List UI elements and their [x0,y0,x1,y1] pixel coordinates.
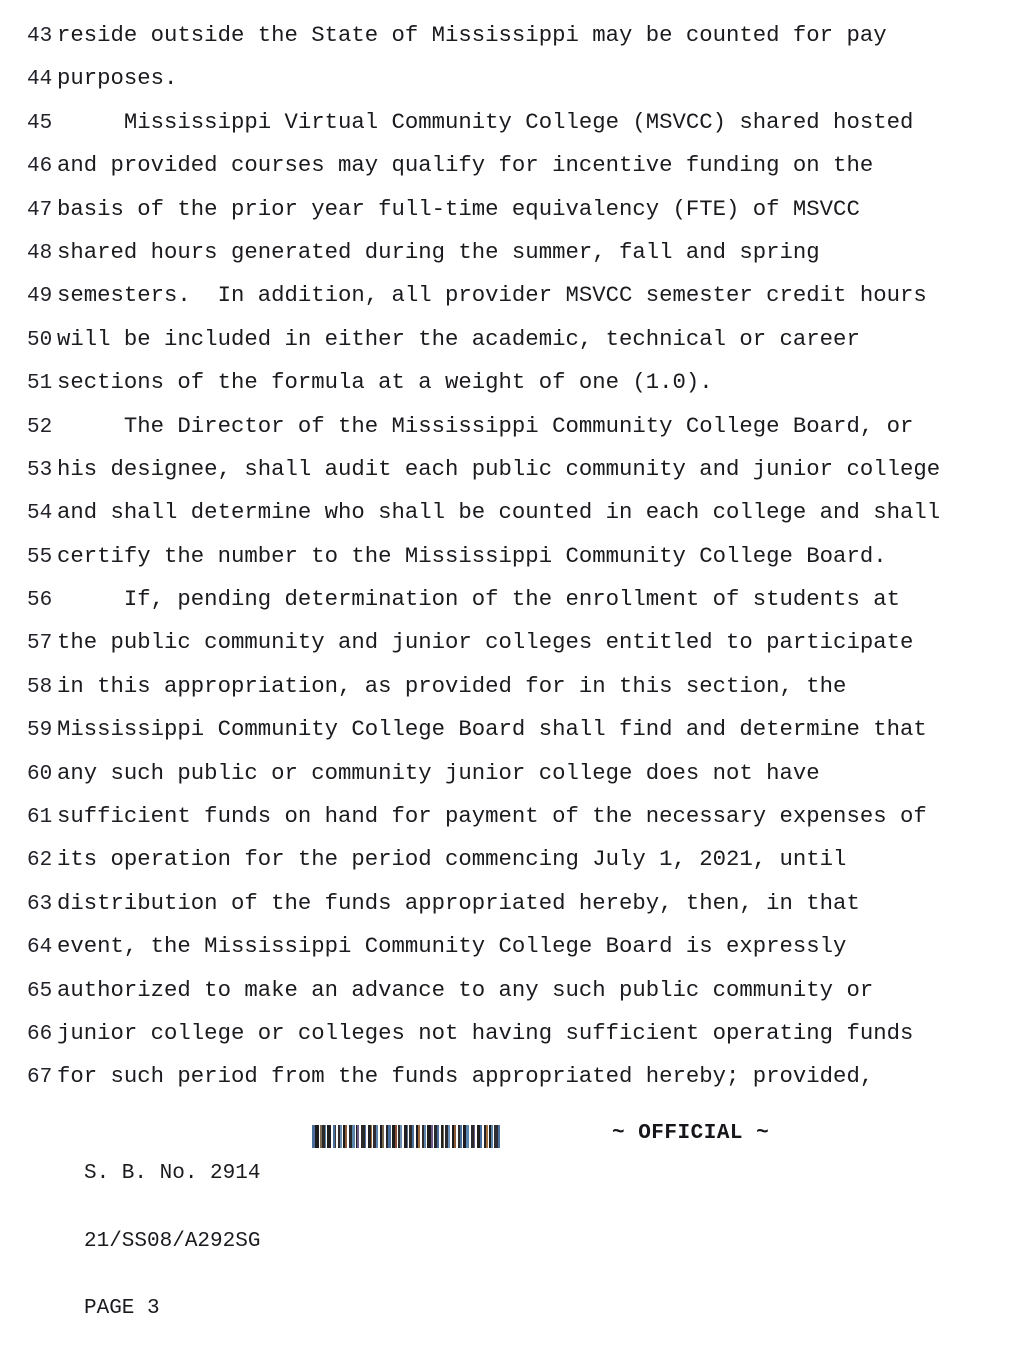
document-line [0,708,1019,751]
document-line [0,795,1019,838]
document-line [0,882,1019,925]
line-content: its operation for the period commencing July 1, 2021, until [57,846,847,873]
line-content: sufficient funds on hand for payment of the necessary expenses of [57,803,927,830]
line-number: 53 [27,458,53,482]
line-content: the public community and junior colleges entitled to participate [57,629,914,656]
document-line [0,665,1019,708]
line-number: 50 [27,328,53,352]
line-content: reside outside the State of Mississippi may be counted for pay [57,22,887,48]
line-number: 64 [27,936,53,960]
line-number: 43 [27,25,53,48]
document-line [0,491,1019,534]
line-content: any such public or community junior college does not have [57,759,820,786]
document-line [0,925,1019,968]
line-number: 47 [27,198,53,222]
document-line [0,1055,1019,1098]
line-content: sections of the formula at a weight of one (1.0). [57,369,713,396]
line-content: authorized to make an advance to any such public community or [57,976,874,1003]
line-number: 44 [27,68,53,92]
line-content: semesters. In addition, all provider MSVCC semester credit hours [57,282,927,309]
document-line [0,318,1019,361]
document-line [0,1012,1019,1055]
line-number: 58 [27,675,53,699]
line-number: 52 [27,415,53,439]
line-number: 48 [27,241,53,265]
bill-number: S. B. No. 2914 [84,1162,261,1185]
line-number: 59 [27,719,53,743]
line-content: will be included in either the academic, technical or career [57,325,860,352]
footer-identifiers [84,1118,260,1366]
line-number: 51 [27,372,53,396]
line-content: basis of the prior year full-time equivalency (FTE) of MSVCC [57,195,860,222]
document-line [0,231,1019,274]
line-content: shared hours generated during the summer, fall and spring [57,238,820,265]
line-content: If, pending determination of the enrollment of students at [57,586,900,613]
line-content: event, the Mississippi Community College Board is expressly [57,933,847,960]
document-line [0,361,1019,404]
document-line [0,621,1019,664]
document-line [0,144,1019,187]
line-number: 67 [27,1066,53,1090]
page-footer [0,1118,1019,1320]
line-number: 63 [27,892,53,916]
document-line [0,101,1019,144]
bill-barcode [312,1125,501,1148]
line-number: 60 [27,762,53,786]
line-content: his designee, shall audit each public community and junior college [57,455,941,482]
line-content: and shall determine who shall be counted in each college and shall [57,499,941,526]
line-number: 54 [27,502,53,526]
document-line [0,448,1019,491]
line-content: in this appropriation, as provided for in this section, the [57,672,847,699]
line-content: junior college or colleges not having sufficient operating funds [57,1019,914,1046]
document-line [0,752,1019,795]
document-line [0,274,1019,317]
barcode-bar [498,1125,501,1148]
line-number: 55 [27,545,53,569]
document-line [0,14,1019,57]
document-line [0,188,1019,231]
line-number: 62 [27,849,53,873]
document-line [0,578,1019,621]
line-number: 46 [27,155,53,179]
page-label: PAGE 3 [84,1297,160,1320]
document-line [0,969,1019,1012]
line-number: 49 [27,285,53,309]
draft-code: 21/SS08/A292SG [84,1229,261,1253]
line-number: 56 [27,589,53,613]
line-number: 61 [27,806,53,830]
document-line [0,838,1019,881]
line-content: purposes. [57,65,178,92]
line-content: distribution of the funds appropriated hereby, then, in that [57,889,860,916]
document-line [0,405,1019,448]
line-content: The Director of the Mississippi Community College Board, or [57,412,914,439]
line-content: Mississippi Virtual Community College (MSVCC) shared hosted [57,108,914,135]
line-number: 57 [27,632,53,656]
document-line [0,535,1019,578]
line-content: Mississippi Community College Board shall find and determine that [57,716,927,743]
line-content: for such period from the funds appropriated hereby; provided, [57,1063,874,1090]
line-number: 66 [27,1022,53,1046]
line-content: certify the number to the Mississippi Community College Board. [57,542,887,569]
line-number: 65 [27,979,53,1003]
document-line [0,57,1019,100]
line-number: 45 [27,111,53,135]
bill-text-body [0,14,1019,1099]
official-stamp: ~ OFFICIAL ~ [612,1122,770,1145]
line-content: and provided courses may qualify for incentive funding on the [57,152,874,179]
